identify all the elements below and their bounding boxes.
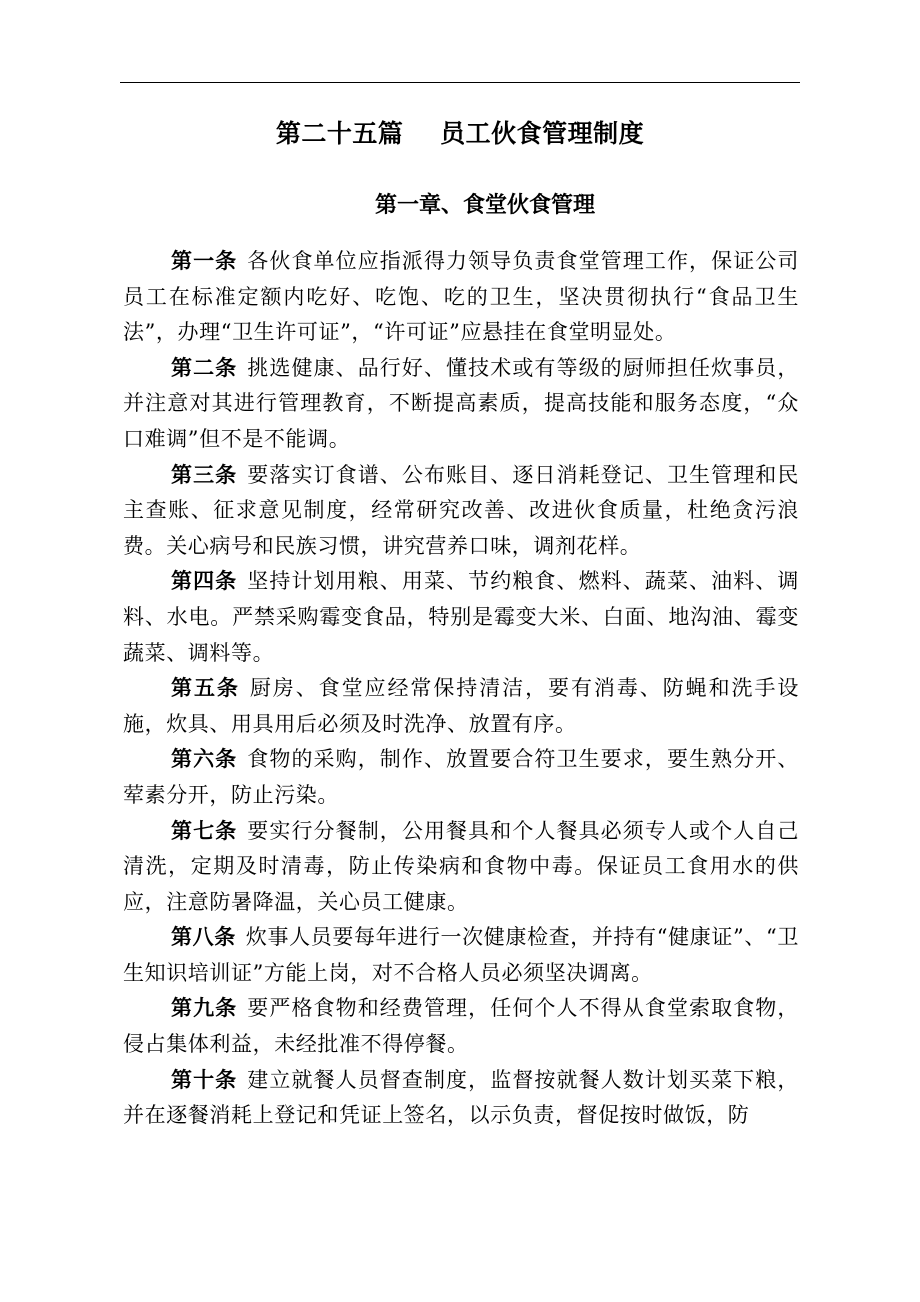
article-4 <box>123 564 799 671</box>
article-label: 第七条 <box>171 818 238 843</box>
article-label: 第六条 <box>171 747 238 772</box>
article-label: 第三条 <box>171 462 238 487</box>
article-text: 各伙食单位应指派得力领导负责食堂管理工作，保证公司员工在标准定额内吃好、吃饱、吃的卫生，坚决贯彻执行“食品卫生法”，办理“卫生许可证”，“许可证”应悬挂在食堂明显处。 <box>123 249 799 345</box>
article-8 <box>123 920 799 991</box>
article-10 <box>123 1063 799 1134</box>
article-text: 建立就餐人员督查制度，监督按就餐人数计划买菜下粮，并在逐餐消耗上登记和凭证上签名，以示负责，督促按时做饭，防 <box>123 1067 799 1128</box>
chapter-title: 第一章、食堂伙食管理 <box>374 193 595 218</box>
article-1 <box>123 244 799 351</box>
article-label: 第九条 <box>171 996 238 1021</box>
article-label: 第十条 <box>171 1067 238 1092</box>
document-title: 第二十五篇 员工伙食管理制度 <box>275 119 645 148</box>
document-body <box>123 244 799 1134</box>
article-3 <box>123 458 799 565</box>
article-label: 第八条 <box>171 925 236 950</box>
article-9 <box>123 991 799 1062</box>
article-text: 挑选健康、品行好、懂技术或有等级的厨师担任炊事员，并注意对其进行管理教育，不断提高素质，提高技能和服务态度，“众口难调”但不是不能调。 <box>123 355 799 451</box>
article-label: 第一条 <box>171 249 238 273</box>
article-text: 要落实订食谱、公布账目、逐日消耗登记、卫生管理和民主查账、征求意见制度，经常研究改善、改进伙食质量，杜绝贪污浪费。关心病号和民族习惯，讲究营养口味，调剂花样。 <box>123 462 799 558</box>
article-text: 厨房、食堂应经常保持清洁，要有消毒、防蝇和洗手设施，炊具、用具用后必须及时洗净、放置有序。 <box>123 676 799 736</box>
article-text: 炊事人员要每年进行一次健康检查，并持有“健康证”、“卫生知识培训证”方能上岗，对不合格人员必须坚决调离。 <box>123 925 799 985</box>
article-label: 第二条 <box>171 355 238 380</box>
article-7 <box>123 814 799 921</box>
article-text: 坚持计划用粮、用菜、节约粮食、燃料、蔬菜、油料、调料、水电。严禁采购霉变食品，特别是霉变大米、白面、地沟油、霉变蔬菜、调料等。 <box>123 569 799 665</box>
article-label: 第四条 <box>171 569 238 594</box>
header-rule <box>120 82 800 83</box>
article-5 <box>123 671 799 742</box>
article-6 <box>123 742 799 813</box>
article-text: 要实行分餐制，公用餐具和个人餐具必须专人或个人自己清洗，定期及时清毒，防止传染病和食物中毒。保证员工食用水的供应，注意防暑降温，关心员工健康。 <box>123 818 799 914</box>
article-label: 第五条 <box>171 676 240 701</box>
article-text: 要严格食物和经费管理，任何个人不得从食堂索取食物，侵占集体利益，未经批准不得停餐。 <box>123 996 799 1057</box>
article-text: 食物的采购，制作、放置要合符卫生要求，要生熟分开、荤素分开，防止污染。 <box>123 747 799 807</box>
article-2 <box>123 351 799 458</box>
